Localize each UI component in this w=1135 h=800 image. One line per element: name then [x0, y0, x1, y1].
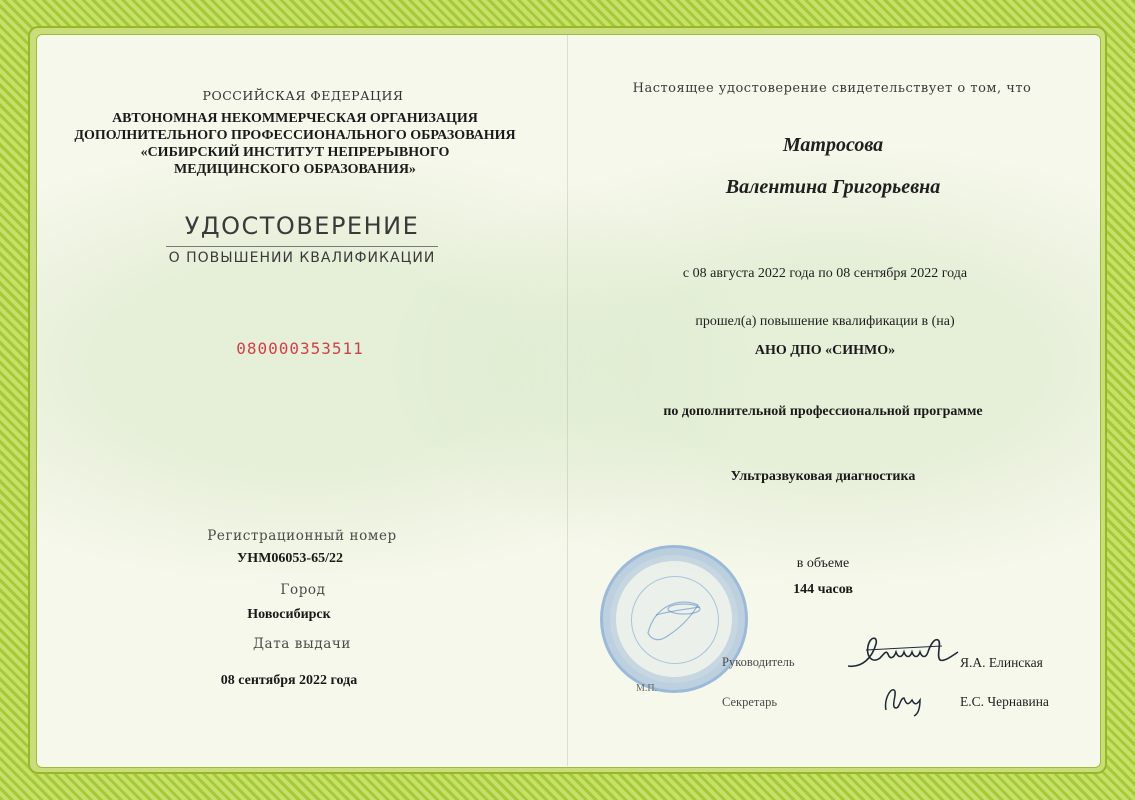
head-signature-icon: [842, 628, 962, 676]
serial-number: 080000353511: [236, 339, 364, 358]
title-divider: [166, 246, 438, 247]
official-seal: [600, 545, 748, 693]
holder-surname: Матросова: [782, 134, 884, 156]
document-subtitle: О ПОВЫШЕНИИ КВАЛИФИКАЦИИ: [168, 250, 436, 266]
head-label: Руководитель: [722, 655, 795, 669]
training-period: с 08 августа 2022 года по 08 сентября 2022 года: [682, 266, 968, 281]
seal-emblem-icon: [600, 545, 742, 687]
org-line: ДОПОЛНИТЕЛЬНОГО ПРОФЕССИОНАЛЬНОГО ОБРАЗОВАНИЯ: [74, 128, 516, 143]
secretary-signature-icon: [880, 680, 930, 718]
program-label: по дополнительной профессиональной программе: [663, 404, 983, 419]
country-heading: РОССИЙСКАЯ ФЕДЕРАЦИЯ: [202, 88, 404, 103]
issue-date-value: 08 сентября 2022 года: [220, 673, 358, 688]
issue-date-label: Дата выдачи: [252, 636, 352, 652]
city-value: Новосибирск: [247, 607, 331, 622]
head-name: Я.А. Елинская: [960, 655, 1043, 670]
organization-name: [74, 110, 515, 178]
holder-given-names: Валентина Григорьевна: [725, 176, 941, 198]
stamp-place-label: М.П.: [636, 683, 658, 694]
document-title: УДОСТОВЕРЕНИЕ: [184, 212, 420, 240]
program-name: Ультразвуковая диагностика: [730, 469, 916, 484]
secretary-label: Секретарь: [722, 695, 778, 709]
institution-name: АНО ДПО «СИНМО»: [754, 343, 896, 358]
city-label: Город: [280, 582, 326, 598]
secretary-name: Е.С. Чернавина: [960, 694, 1049, 709]
intro-text: Настоящее удостоверение свидетельствует о том, что: [632, 81, 1032, 96]
org-line: МЕДИЦИНСКОГО ОБРАЗОВАНИЯ»: [174, 162, 416, 177]
completion-text: прошел(а) повышение квалификации в (на): [695, 314, 955, 329]
volume-label: в объеме: [796, 556, 850, 571]
center-fold: [567, 34, 568, 766]
registration-number: УНМ06053-65/22: [237, 551, 343, 566]
org-line: «СИБИРСКИЙ ИНСТИТУТ НЕПРЕРЫВНОГО: [140, 145, 450, 160]
volume-value: 144 часов: [793, 582, 853, 597]
registration-label: Регистрационный номер: [207, 528, 397, 544]
org-line: АВТОНОМНАЯ НЕКОММЕРЧЕСКАЯ ОРГАНИЗАЦИЯ: [112, 111, 478, 126]
